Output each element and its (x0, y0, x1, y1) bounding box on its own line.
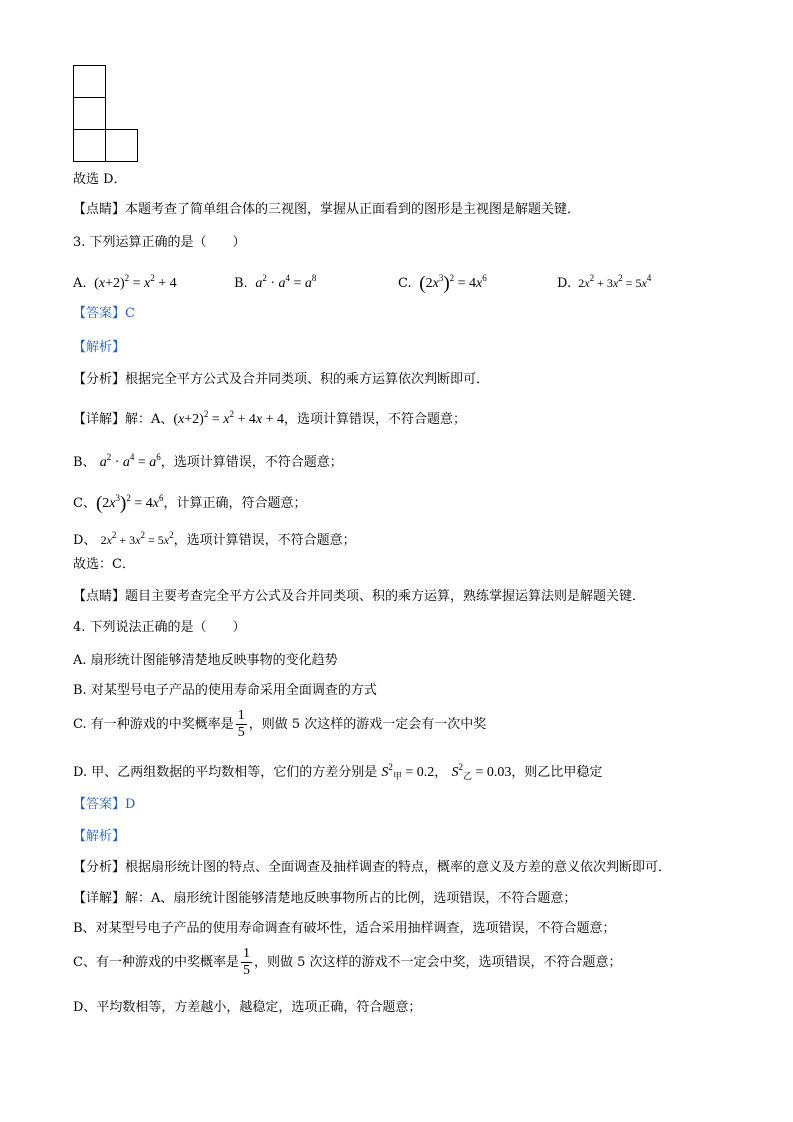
detail-a: 【详解】解：A、扇形统计图能够清楚地反映事物所占的比例，选项错误，不符合题意； (73, 891, 577, 906)
detail-d (73, 525, 356, 551)
detail-c (73, 946, 622, 980)
detail-prefix: 【详解】解：A、 (73, 412, 174, 427)
fraction-one-fifth: $\frac{1}{5}$ (237, 708, 245, 740)
figure-cell (73, 65, 106, 98)
option-label: C. (398, 276, 412, 291)
detail-text: ，选项计算错误，不符合题意； (173, 533, 356, 548)
fraction-one-fifth: $\frac{1}{5}$ (242, 946, 250, 978)
option-d (557, 268, 651, 294)
conclusion-text: 故选：C． (73, 557, 135, 572)
option-a: A. 扇形统计图能够清楚地反映事物的变化趋势 (73, 653, 338, 668)
conclusion-text: 故选 D． (73, 172, 127, 187)
detail-d: D、平均数相等，方差越小，越稳定，选项正确，符合题意； (73, 1000, 422, 1015)
detail-c (73, 488, 306, 514)
option-text: C. 有一种游戏的中奖概率是 (73, 717, 234, 732)
figure-cell (73, 129, 106, 162)
question-4-stem: 4. 下列说法正确的是（ ） (73, 620, 246, 635)
formula: $a^2 \cdot a^4 = a^6$ (99, 452, 161, 470)
option-c (398, 268, 487, 294)
detail-text: ，计算正确，符合题意； (163, 496, 307, 511)
detail-b (73, 447, 343, 473)
option-text: ，则乙比甲稳定 (511, 765, 603, 780)
option-label: A. (73, 276, 87, 291)
formula: $(2x^3)^2 = 4x^6$ (95, 493, 164, 514)
formula: $(2x^3)^2 = 4x^6$ (419, 273, 487, 294)
formula: $2x^2 + 3x^2 = 5x^4$ (578, 273, 652, 290)
detail-text: ，选项计算错误，不符合题意； (284, 412, 467, 427)
detail-text: C、有一种游戏的中奖概率是 (73, 955, 239, 970)
formula: $S^2_甲 = 0.2$ (381, 762, 435, 781)
formula: $(x+2)^2 = x^2 + 4x + 4$ (173, 409, 284, 427)
detail-text: ，则做 5 次这样的游戏不一定会中奖，选项错误，不符合题意； (253, 955, 622, 970)
formula: $(x+2)^2 = x^2 + 4$ (94, 273, 177, 291)
detail-prefix: C、 (73, 496, 96, 511)
answer-label: 【答案】C (73, 306, 135, 321)
option-d: D. 甲、乙两组数据的平均数相等，它们的方差分别是 $S^2_甲 = 0.2$， $S^2_乙 = 0.03$，则乙比甲稳定 (73, 762, 603, 781)
detail-text: ，选项计算错误，不符合题意； (160, 455, 343, 470)
formula: $a^2 \cdot a^4 = a^8$ (251, 273, 317, 291)
option-b (234, 268, 316, 294)
figure-cell (105, 129, 138, 162)
question-3-stem: 3. 下列运算正确的是（ ） (73, 235, 246, 250)
analysis-label: 【解析】 (73, 829, 126, 844)
analysis-text: 【分析】根据完全平方公式及合并同类项、积的乘方运算依次判断即可． (73, 372, 490, 387)
option-text: D. 甲、乙两组数据的平均数相等，它们的方差分别是 (73, 765, 378, 780)
detail-b: B、对某型号电子产品的使用寿命调查有破坏性，适合采用抽样调查，选项错误，不符合题意； (73, 921, 616, 936)
detail-a (73, 404, 466, 430)
question-3-options (73, 268, 713, 292)
detail-prefix: D、 (73, 533, 97, 548)
formula: $S^2_乙 = 0.03$ (451, 762, 512, 781)
option-text: ，则做 5 次这样的游戏一定会有一次中奖 (248, 717, 487, 732)
figure-cell (73, 97, 106, 130)
remark-text: 【点睛】本题考查了简单组合体的三视图，掌握从正面看到的图形是主视图是解题关键． (73, 202, 581, 217)
option-a (73, 268, 177, 294)
formula: $2x^2 + 3x^2 = 5x^2$ (100, 530, 174, 547)
analysis-text: 【分析】根据扇形统计图的特点、全面调查及抽样调查的特点，概率的意义及方差的意义依次判断即可． (73, 860, 672, 875)
answer-label: 【答案】D (73, 797, 136, 812)
detail-prefix: B、 (73, 455, 96, 470)
option-b: B. 对某型号电子产品的使用寿命采用全面调查的方式 (73, 683, 377, 698)
option-label: D. (557, 276, 572, 291)
remark-text: 【点睛】题目主要考查完全平方公式及合并同类项、积的乘方运算，熟练掌握运算法则是解题关键． (73, 589, 646, 604)
analysis-label: 【解析】 (73, 340, 126, 355)
option-label: B. (234, 276, 248, 291)
option-c (73, 708, 486, 742)
